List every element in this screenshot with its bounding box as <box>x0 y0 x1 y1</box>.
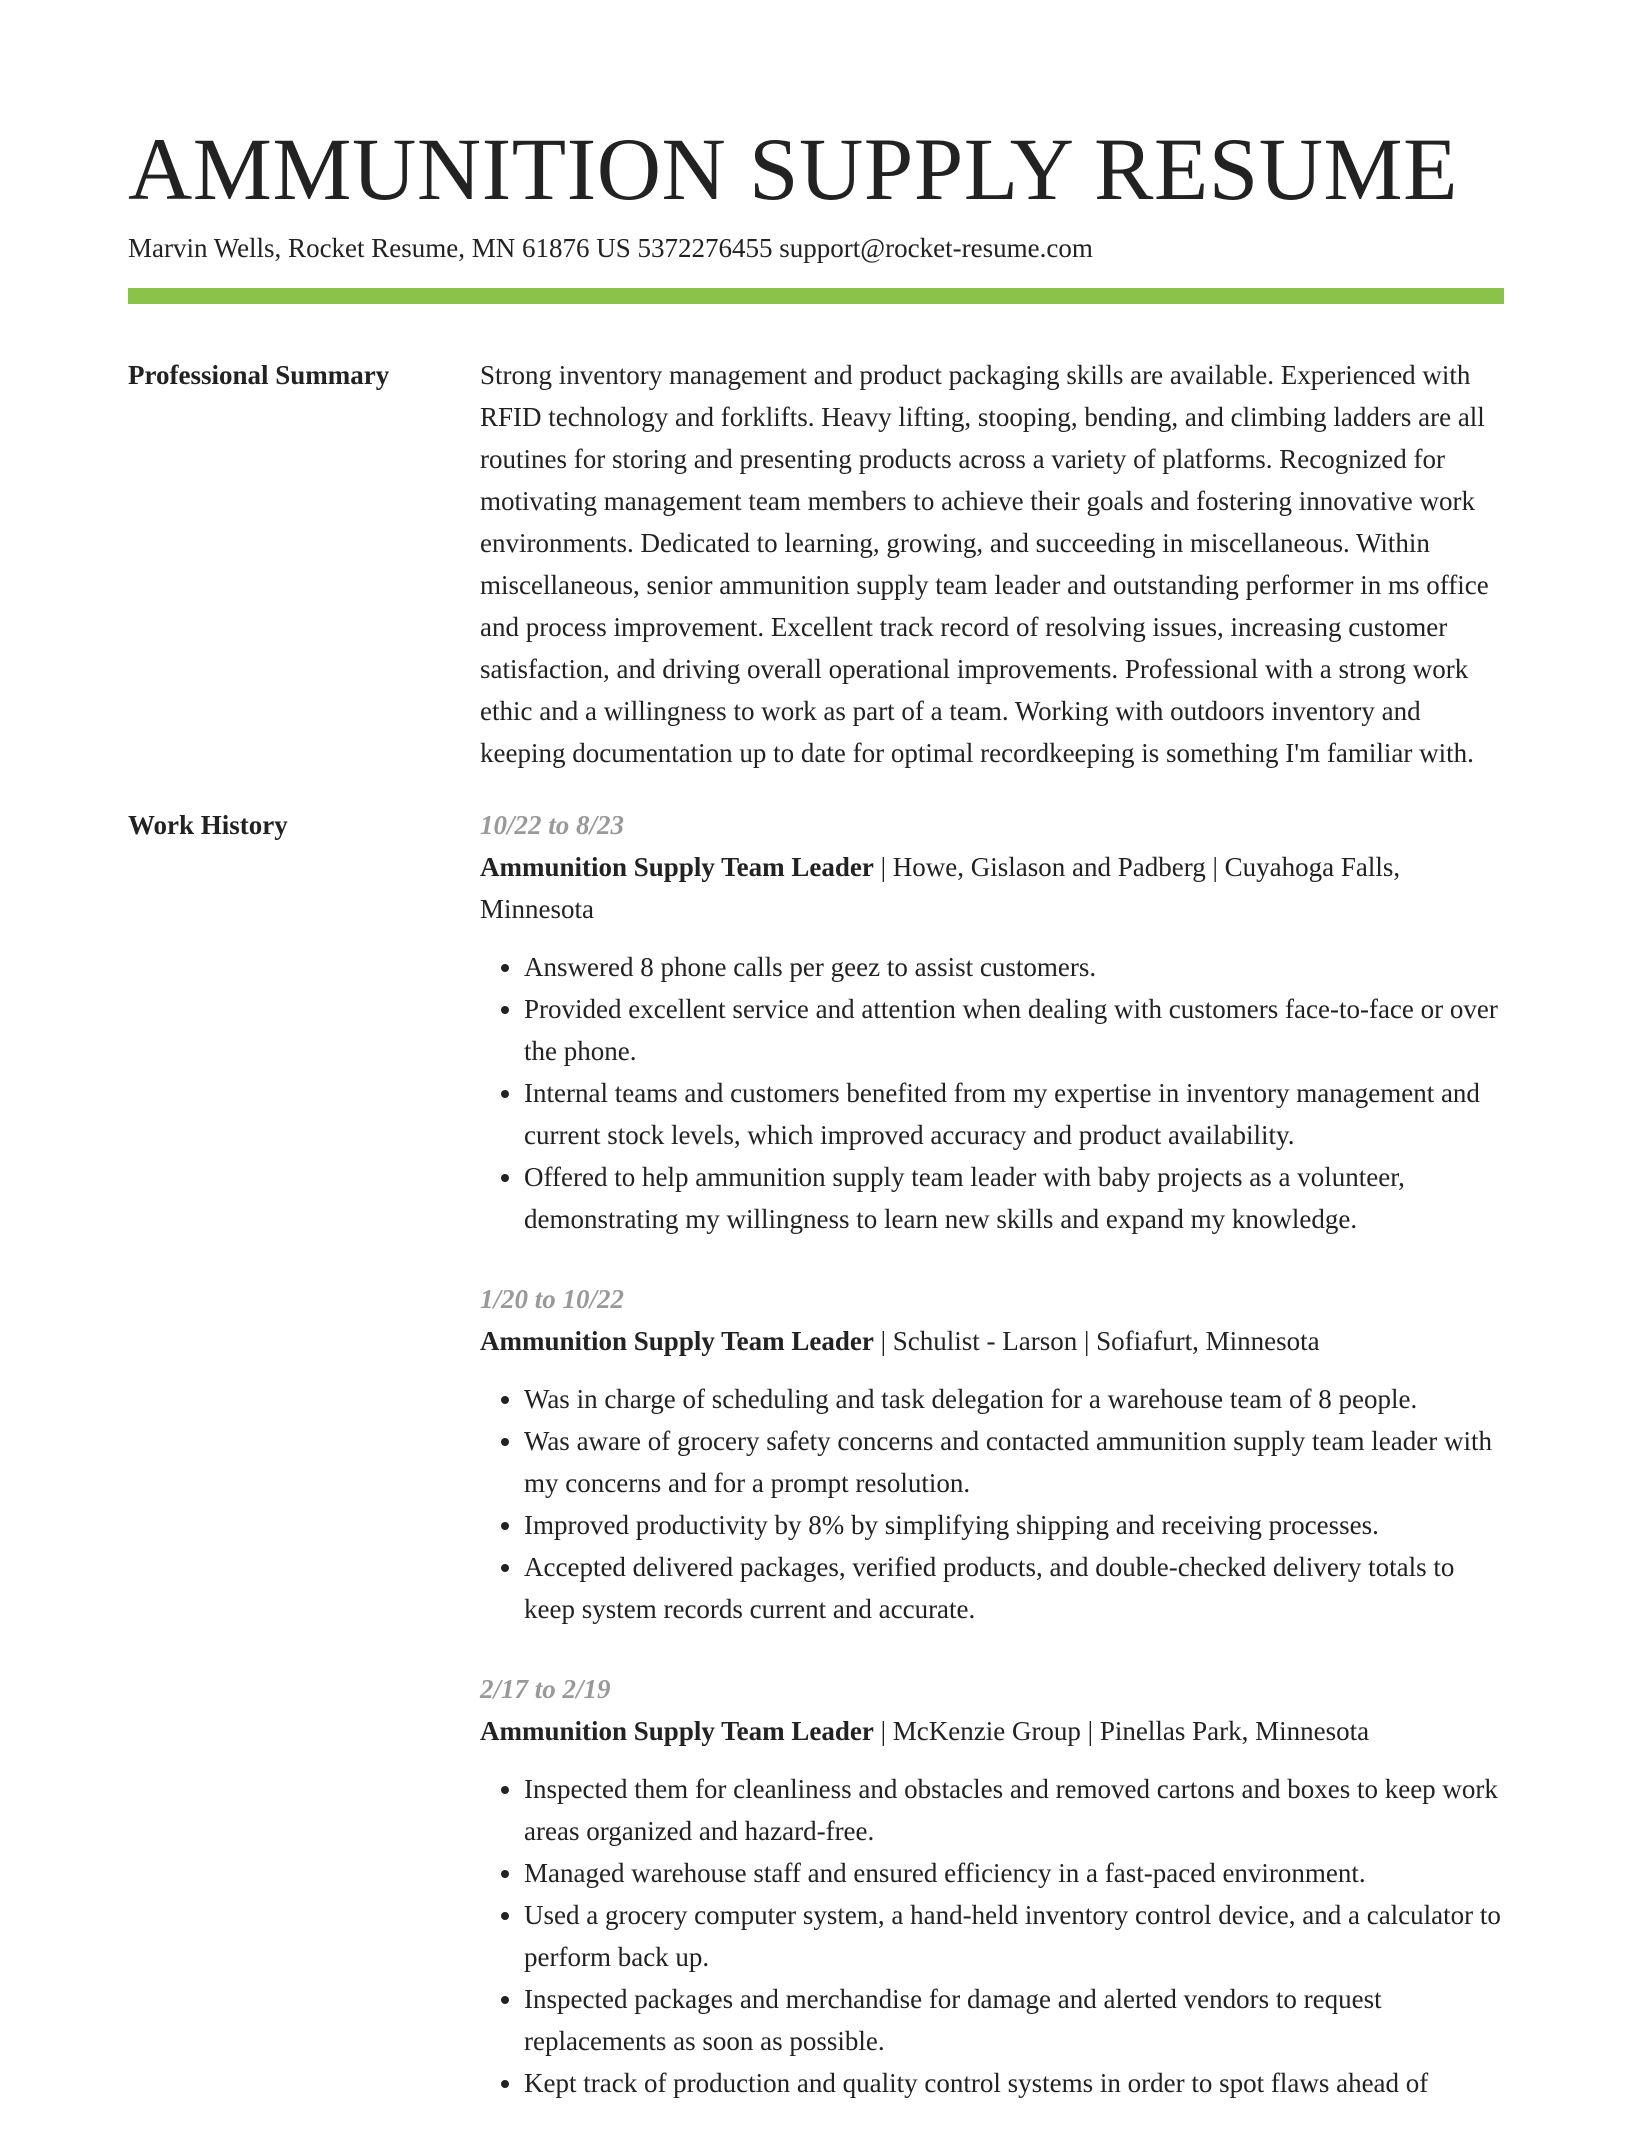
duty-item: • Was aware of grocery safety concerns and contacted ammunition supply team leader with my concerns and for a prompt resolution. <box>524 1420 1504 1504</box>
duty-item: • Answered 8 phone calls per geez to assist customers. <box>524 946 1504 988</box>
job-title: Ammunition Supply Team Leader <box>480 852 874 882</box>
job-details: | McKenzie Group | Pinellas Park, Minnesota <box>873 1716 1370 1746</box>
job-list <box>480 804 1504 2142</box>
resume-title: AMMUNITION SUPPLY RESUME <box>128 121 1458 219</box>
duty-item: • Offered to help ammunition supply team leader with baby projects as a volunteer, demonstrating my willingness to learn new skills and expand my knowledge. <box>524 1156 1504 1240</box>
job-entry <box>480 804 1504 1240</box>
duty-item: • Improved productivity by 8% by simplifying shipping and receiving processes. <box>524 1504 1504 1546</box>
job-title: Ammunition Supply Team Leader <box>480 1326 874 1356</box>
section-label-work-history: Work History <box>128 810 288 840</box>
job-details: | Schulist - Larson | Sofiafurt, Minnesota <box>873 1326 1320 1356</box>
job-dates: 10/22 to 8/23 <box>480 810 625 840</box>
accent-divider <box>128 288 1504 304</box>
job-title: Ammunition Supply Team Leader <box>480 1716 874 1746</box>
duty-item: • Provided excellent service and attention when dealing with customers face-to-face or over the phone. <box>524 988 1504 1072</box>
summary-text: Strong inventory management and product packaging skills are available. Experienced with RFID technology and forklifts. Heavy lifting, stooping, bending, and climbing ladders are all routines for storing and presenting products across a variety of platforms. Recognized for motivating management team members to achieve their goals and fostering innovative work environments. Dedicated to learning, growing, and succeeding in miscellaneous. Within miscellaneous, senior ammunition supply team leader and outstanding performer in ms office and process improvement. Excellent track record of resolving issues, increasing customer satisfaction, and driving overall operational improvements. Professional with a strong work ethic and a willingness to work as part of a team. Working with outdoors inventory and keeping documentation up to date for optimal recordkeeping is something I'm familiar with. <box>480 360 1489 768</box>
section-label-summary: Professional Summary <box>128 360 390 390</box>
contact-line: Marvin Wells, Rocket Resume, MN 61876 US 5372276455 support@rocket-resume.com <box>128 233 1093 263</box>
job-heading <box>480 846 1504 930</box>
duty-list <box>480 1378 1504 1630</box>
job-details: | Howe, Gislason and Padberg | Cuyahoga Falls, Minnesota <box>480 852 1401 924</box>
job-entry <box>480 1668 1504 2104</box>
duty-item: • Managed warehouse staff and ensured efficiency in a fast-paced environment. <box>524 1852 1504 1894</box>
duty-item: • Used a grocery computer system, a hand-held inventory control device, and a calculator to perform back up. <box>524 1894 1504 1978</box>
job-heading <box>480 1320 1504 1362</box>
duty-item: • Inspected them for cleanliness and obstacles and removed cartons and boxes to keep work areas organized and hazard-free. <box>524 1768 1504 1852</box>
duty-item: • Accepted delivered packages, verified products, and double-checked delivery totals to keep system records current and accurate. <box>524 1546 1504 1630</box>
job-dates: 2/17 to 2/19 <box>480 1674 611 1704</box>
job-dates: 1/20 to 10/22 <box>480 1284 625 1314</box>
summary-section <box>128 354 1504 774</box>
duty-list <box>480 1768 1504 2104</box>
duty-item: • Kept track of production and quality control systems in order to spot flaws ahead of <box>524 2062 1504 2104</box>
work-history-section <box>128 804 1504 2142</box>
job-entry <box>480 1278 1504 1630</box>
resume-page <box>128 118 1504 2142</box>
duty-item: • Inspected packages and merchandise for damage and alerted vendors to request replacements as soon as possible. <box>524 1978 1504 2062</box>
job-heading <box>480 1710 1504 1752</box>
duty-list <box>480 946 1504 1240</box>
duty-item: • Internal teams and customers benefited from my expertise in inventory management and current stock levels, which improved accuracy and product availability. <box>524 1072 1504 1156</box>
duty-item: • Was in charge of scheduling and task delegation for a warehouse team of 8 people. <box>524 1378 1504 1420</box>
